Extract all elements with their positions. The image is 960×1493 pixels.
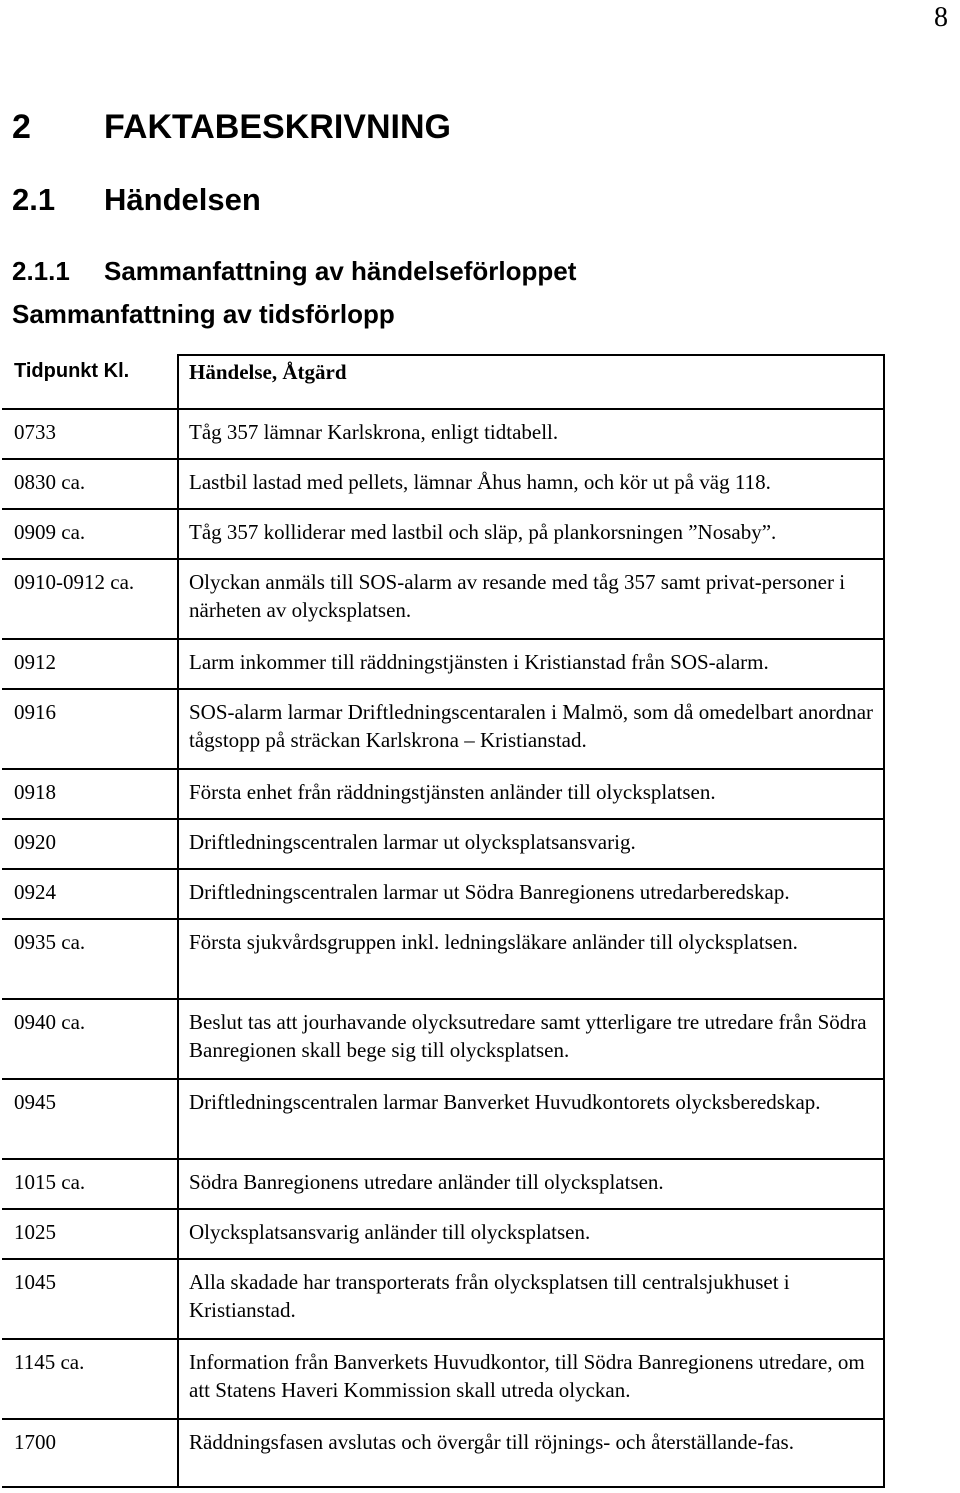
row-time: 0910-0912 ca. bbox=[2, 559, 178, 639]
row-time: 0918 bbox=[2, 769, 178, 819]
table-row bbox=[2, 1079, 884, 1159]
row-event: Lastbil lastad med pellets, lämnar Åhus hamn, och kör ut på väg 118. bbox=[178, 459, 884, 509]
table-row bbox=[2, 1159, 884, 1209]
table-row bbox=[2, 409, 884, 459]
heading-1 bbox=[12, 108, 451, 147]
row-event: Räddningsfasen avslutas och övergår till röjnings- och återställande-fas. bbox=[178, 1419, 884, 1487]
row-event: SOS-alarm larmar Driftledningscentaralen i Malmö, som då omedelbart anordnar tågstopp på sträckan Karlskrona – Kristianstad. bbox=[178, 689, 884, 769]
table-row bbox=[2, 459, 884, 509]
table-header-row bbox=[2, 355, 884, 409]
table-row bbox=[2, 869, 884, 919]
row-event: Beslut tas att jourhavande olycksutredare samt ytterligare tre utredare från Södra Banregionen skall bege sig till olycksplatsen. bbox=[178, 999, 884, 1079]
event-timeline-table bbox=[2, 354, 885, 1488]
heading-2 bbox=[12, 182, 261, 218]
table-row bbox=[2, 1209, 884, 1259]
table-row bbox=[2, 1259, 884, 1339]
row-time: 0945 bbox=[2, 1079, 178, 1159]
table-row bbox=[2, 509, 884, 559]
header-event: Händelse, Åtgärd bbox=[178, 355, 884, 409]
row-time: 0940 ca. bbox=[2, 999, 178, 1079]
row-time: 0830 ca. bbox=[2, 459, 178, 509]
row-time: 0935 ca. bbox=[2, 919, 178, 999]
row-event: Driftledningscentralen larmar ut Södra Banregionens utredarberedskap. bbox=[178, 869, 884, 919]
page-number: 8 bbox=[934, 2, 948, 33]
heading-4: Sammanfattning av tidsförlopp bbox=[12, 299, 395, 329]
heading-3-title: Sammanfattning av händelseförloppet bbox=[104, 256, 577, 286]
row-time: 0733 bbox=[2, 409, 178, 459]
row-time: 0924 bbox=[2, 869, 178, 919]
table-row bbox=[2, 559, 884, 639]
table-row bbox=[2, 1339, 884, 1419]
row-event: Alla skadade har transporterats från olycksplatsen till centralsjukhuset i Kristianstad. bbox=[178, 1259, 884, 1339]
row-time: 1700 bbox=[2, 1419, 178, 1487]
table-row bbox=[2, 689, 884, 769]
heading-2-number: 2.1 bbox=[12, 182, 56, 217]
row-time: 0916 bbox=[2, 689, 178, 769]
row-event: Första sjukvårdsgruppen inkl. ledningsläkare anländer till olycksplatsen. bbox=[178, 919, 884, 999]
table-row bbox=[2, 769, 884, 819]
row-time: 1025 bbox=[2, 1209, 178, 1259]
table-row bbox=[2, 819, 884, 869]
row-time: 1015 ca. bbox=[2, 1159, 178, 1209]
row-event: Olyckan anmäls till SOS-alarm av resande med tåg 357 samt privat-personer i närheten av olycksplatsen. bbox=[178, 559, 884, 639]
row-event: Tåg 357 lämnar Karlskrona, enligt tidtabell. bbox=[178, 409, 884, 459]
row-event: Driftledningscentralen larmar Banverket Huvudkontorets olycksberedskap. bbox=[178, 1079, 884, 1159]
heading-2-title: Händelsen bbox=[104, 182, 261, 217]
header-time: Tidpunkt Kl. bbox=[2, 355, 178, 409]
row-time: 0912 bbox=[2, 639, 178, 689]
row-time: 0920 bbox=[2, 819, 178, 869]
table-row bbox=[2, 999, 884, 1079]
table-row bbox=[2, 1419, 884, 1487]
row-time: 1045 bbox=[2, 1259, 178, 1339]
row-event: Tåg 357 kolliderar med lastbil och släp, på plankorsningen ”Nosaby”. bbox=[178, 509, 884, 559]
heading-1-number: 2 bbox=[12, 108, 31, 146]
row-event: Driftledningscentralen larmar ut olycksplatsansvarig. bbox=[178, 819, 884, 869]
table-body bbox=[2, 409, 884, 1487]
row-event: Södra Banregionens utredare anländer till olycksplatsen. bbox=[178, 1159, 884, 1209]
table-row bbox=[2, 639, 884, 689]
heading-3 bbox=[12, 256, 576, 287]
table-row bbox=[2, 919, 884, 999]
row-event: Olycksplatsansvarig anländer till olycksplatsen. bbox=[178, 1209, 884, 1259]
row-event: Larm inkommer till räddningstjänsten i Kristianstad från SOS-alarm. bbox=[178, 639, 884, 689]
row-event: Information från Banverkets Huvudkontor, till Södra Banregionens utredare, om att Statens Haveri Kommission skall utreda olyckan. bbox=[178, 1339, 884, 1419]
heading-3-number: 2.1.1 bbox=[12, 256, 70, 286]
heading-1-title: FAKTABESKRIVNING bbox=[104, 108, 451, 146]
row-time: 1145 ca. bbox=[2, 1339, 178, 1419]
row-time: 0909 ca. bbox=[2, 509, 178, 559]
row-event: Första enhet från räddningstjänsten anländer till olycksplatsen. bbox=[178, 769, 884, 819]
